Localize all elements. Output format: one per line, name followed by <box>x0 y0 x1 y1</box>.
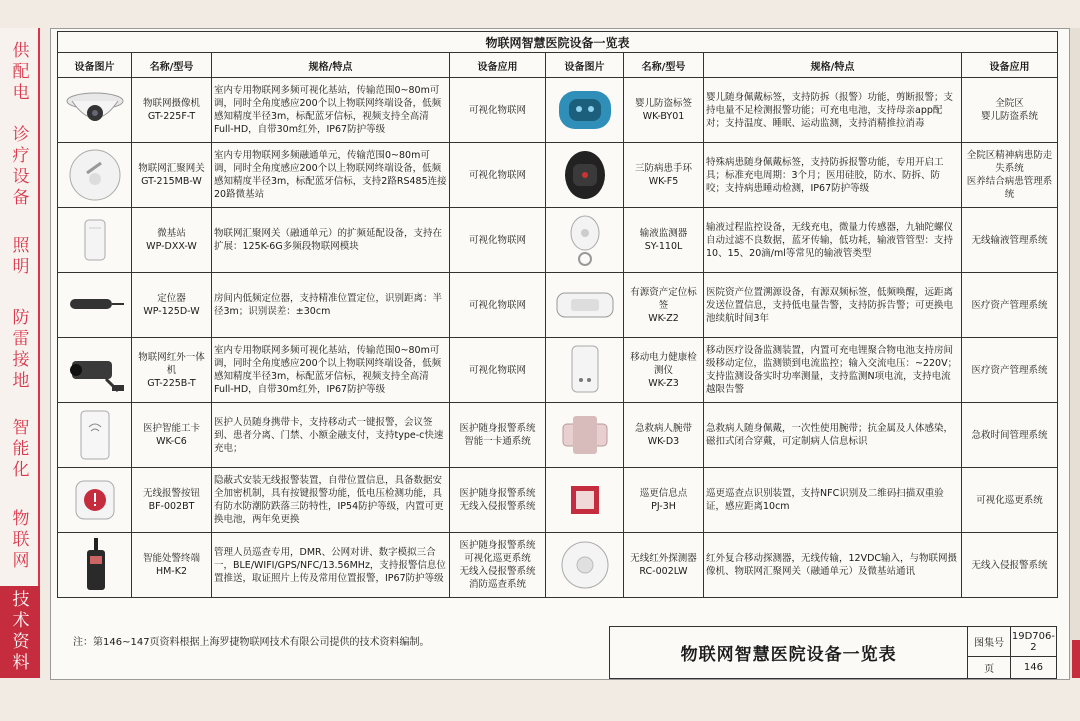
column-header: 规格/特点 <box>704 53 962 78</box>
device-name: 移动电力健康检测仪 <box>630 351 697 376</box>
device-model: RC-002LW <box>639 566 688 577</box>
device-name: 定位器 <box>157 293 186 304</box>
device-spec: 室内专用物联网多频可视化基站，传输范围0~80m可调，同时全角度感应200个以上物联网终端设备，低频感知精度半径3m，标配蓝牙信标，视频支持全高清Full-HD，自带30m红外，IP67防护等级 <box>212 78 450 143</box>
atlas-number-label: 图集号 <box>968 627 1011 657</box>
tab-lighting[interactable]: 照明 <box>0 218 40 296</box>
tab-lightning-grounding[interactable]: 防雷接地 <box>0 296 40 404</box>
footnote: 注：第146~147页资料根据上海罗捷物联网技术有限公司提供的技术资料编制。 <box>73 637 430 648</box>
device-spec: 物联网汇聚网关（融通单元）的扩频延配设备，支持在扩展：125K-6G多频段物联网模块 <box>212 208 450 273</box>
table-row <box>58 338 1058 403</box>
device-model: BF-002BT <box>148 501 195 512</box>
table-row <box>58 208 1058 273</box>
device-name: 物联网摄像机 <box>142 98 200 109</box>
locator-icon <box>58 273 132 338</box>
alarm-button-icon <box>58 468 132 533</box>
table-row <box>58 143 1058 208</box>
page-label: 页 <box>968 657 1011 679</box>
device-name: 物联网汇聚网关 <box>138 163 205 174</box>
device-model: GT-225B-T <box>147 377 196 389</box>
device-model: WK-F5 <box>648 176 679 187</box>
device-name: 输液监测器 <box>639 228 688 239</box>
device-application: 医疗资产管理系统 <box>962 338 1058 403</box>
device-application: 急救时间管理系统 <box>962 403 1058 468</box>
device-application: 可视化巡更系统 <box>962 468 1058 533</box>
infusion-monitor-icon <box>546 208 624 273</box>
device-application: 医护随身报警系统 无线入侵报警系统 <box>450 468 546 533</box>
device-spec: 巡更巡查点识别装置，支持NFC识别及二维码扫描双重验证，感应距离10cm <box>704 468 962 533</box>
device-model: WK-Z2 <box>648 312 679 324</box>
tab-intelligent[interactable]: 智能化 <box>0 404 40 494</box>
device-model: SY-110L <box>644 241 683 252</box>
emergency-band-icon <box>546 403 624 468</box>
device-spec: 急救病人随身佩戴，一次性使用腕带；抗金属及人体感染，磁扣式闭合穿戴，可定制病人信息标识 <box>704 403 962 468</box>
table-header-row <box>58 53 1058 78</box>
device-application: 医护随身报警系统 可视化巡更系统 无线入侵报警系统 消防巡查系统 <box>450 533 546 598</box>
tab-power-supply[interactable]: 供配电 <box>0 28 40 116</box>
device-name: 智能处警终端 <box>142 553 200 564</box>
device-application: 可视化物联网 <box>450 78 546 143</box>
table-row <box>58 403 1058 468</box>
baby-tag-icon <box>546 78 624 143</box>
document-sheet <box>50 28 1070 680</box>
device-spec: 红外复合移动探测器，无线传输，12VDC输入，与物联网摄像机、物联网汇聚网关（融通单元）及微基站通讯 <box>704 533 962 598</box>
chapter-tabs <box>0 28 46 678</box>
device-application: 可视化物联网 <box>450 338 546 403</box>
wristband-icon <box>546 143 624 208</box>
device-model: WP-DXX-W <box>146 241 197 252</box>
device-application: 可视化物联网 <box>450 273 546 338</box>
tab-medical-equipment[interactable]: 诊疗设备 <box>0 116 40 218</box>
power-monitor-icon <box>546 338 624 403</box>
device-application: 可视化物联网 <box>450 208 546 273</box>
device-spec: 特殊病患随身佩戴标签，支持防拆报警功能，专用开启工具；标准充电周期：3个月；医用硅胶，防水、防拆、防咬；支持病患睡动检测，IP67防护等级 <box>704 143 962 208</box>
device-model: GT-225F-T <box>147 111 196 122</box>
device-spec: 房间内低频定位器，支持精准位置定位，识别距离：半径3m；识别误差：±30cm <box>212 273 450 338</box>
device-spec: 移动医疗设备监测装置，内置可充电锂聚合物电池支持房间级移动定位，监测锁到电流监控；输入交流电压：~220V；支持监测设备实时功率测量，支持监测N项电流，支持电流越限告警 <box>704 338 962 403</box>
device-model: WK-Z3 <box>648 377 679 389</box>
device-spec: 室内专用物联网多频可视化基站，传输范围0~80m可调，同时全角度感应200个以上物联网终端设备，低频感知精度半径3m，标配蓝牙信标，视频支持全高清Full-HD，自带30m红外，IP67防护等级 <box>212 338 450 403</box>
tab-iot[interactable]: 物联网 <box>0 494 40 586</box>
micro-station-icon <box>58 208 132 273</box>
asset-tag-icon <box>546 273 624 338</box>
device-name: 巡更信息点 <box>639 488 688 499</box>
device-name: 婴儿防盗标签 <box>634 98 692 109</box>
device-application: 全院区精神病患防走失系统 医养结合病患管理系统 <box>962 143 1058 208</box>
device-name: 急救病人腕带 <box>634 423 692 434</box>
column-header: 设备应用 <box>962 53 1058 78</box>
device-name: 有源资产定位标签 <box>630 286 697 311</box>
column-header: 规格/特点 <box>212 53 450 78</box>
device-name: 物联网红外一体机 <box>138 351 205 376</box>
device-name: 无线红外探测器 <box>630 553 697 564</box>
infrared-detector-icon <box>546 533 624 598</box>
handheld-terminal-icon <box>58 533 132 598</box>
column-header: 设备图片 <box>58 53 132 78</box>
device-model: GT-215MB-W <box>141 176 202 187</box>
device-spec: 医护人员随身携带卡，支持移动式一键报警，会议签到、患者分离、门禁、小额金融支付，支持type-c快速充电； <box>212 403 450 468</box>
page-number: 146 <box>1010 657 1056 679</box>
device-name: 医护智能工卡 <box>142 423 200 434</box>
table-row <box>58 78 1058 143</box>
column-header: 名称/型号 <box>624 53 704 78</box>
table-row <box>58 273 1058 338</box>
tab-technical-data[interactable]: 技术资料 <box>0 586 40 678</box>
gateway-icon <box>58 143 132 208</box>
title-block <box>609 626 1057 679</box>
table-row <box>58 468 1058 533</box>
column-header: 设备应用 <box>450 53 546 78</box>
device-spec: 隐蔽式安装无线报警装置，自带位置信息，具备数据安全加密机制，具有按键报警功能，低电压检测功能，具有防水防潮防跌落三防特性，IP54防护等级，内置可更换电池，两年免更换 <box>212 468 450 533</box>
device-name: 微基站 <box>157 228 186 239</box>
device-model: WK-BY01 <box>642 111 685 122</box>
title-block-title: 物联网智慧医院设备一览表 <box>610 627 968 679</box>
device-name: 三防病患手环 <box>634 163 692 174</box>
device-spec: 婴儿随身佩戴标签，支持防拆（报警）功能，剪断报警；支持电量不足检测报警功能；可充电电池，支持母亲app配对；支持温度、睡眠、运动监测，支持消精推拉消毒 <box>704 78 962 143</box>
page-edge-tab <box>1072 640 1080 678</box>
atlas-number: 19D706-2 <box>1010 627 1056 657</box>
device-spec: 管理人员巡查专用，DMR、公网对讲、数字模拟三合一，BLE/WIFI/GPS/NFC/13.56MHz，支持报警信息位置推送，取证照片上传及常用位置报警，IP67防护等级 <box>212 533 450 598</box>
patrol-point-icon <box>546 468 624 533</box>
device-spec: 医院资产位置溯源设备，有源双频标签，低频唤醒，远距离发送位置信息，支持低电量告警，支持防拆告警；可更换电池续航时间3年 <box>704 273 962 338</box>
column-header: 设备图片 <box>546 53 624 78</box>
table-row <box>58 533 1058 598</box>
device-model: WK-C6 <box>156 436 187 447</box>
table-title: 物联网智慧医院设备一览表 <box>58 32 1058 53</box>
bullet-camera-icon <box>58 338 132 403</box>
device-application: 医疗资产管理系统 <box>962 273 1058 338</box>
column-header: 名称/型号 <box>132 53 212 78</box>
dome-camera-icon <box>58 78 132 143</box>
device-name: 无线报警按钮 <box>142 488 200 499</box>
device-application: 医护随身报警系统 智能一卡通系统 <box>450 403 546 468</box>
device-model: WK-D3 <box>647 436 680 447</box>
device-spec: 室内专用物联网多频融通单元，传输范围0~80m可调，同时全角度感应200个以上物联网终端设备，低频感知精度半径3m，标配蓝牙信标，支持2路RS485连接20路微基站 <box>212 143 450 208</box>
device-application: 无线输液管理系统 <box>962 208 1058 273</box>
page-edge <box>1070 28 1080 678</box>
device-application: 全院区 婴儿防盗系统 <box>962 78 1058 143</box>
device-model: WP-125D-W <box>143 306 200 317</box>
device-model: PJ-3H <box>651 501 676 512</box>
staff-card-icon <box>58 403 132 468</box>
device-model: HM-K2 <box>155 566 188 577</box>
device-spec: 输液过程监控设备，无线充电，微量力传感器，九轴陀螺仪自动过滤不良数据，蓝牙传输，低功耗，输液管管型：支持10、15、20滴/ml等常见的输液管类型 <box>704 208 962 273</box>
device-application: 可视化物联网 <box>450 143 546 208</box>
equipment-table <box>57 31 1058 598</box>
device-application: 无线入侵报警系统 <box>962 533 1058 598</box>
